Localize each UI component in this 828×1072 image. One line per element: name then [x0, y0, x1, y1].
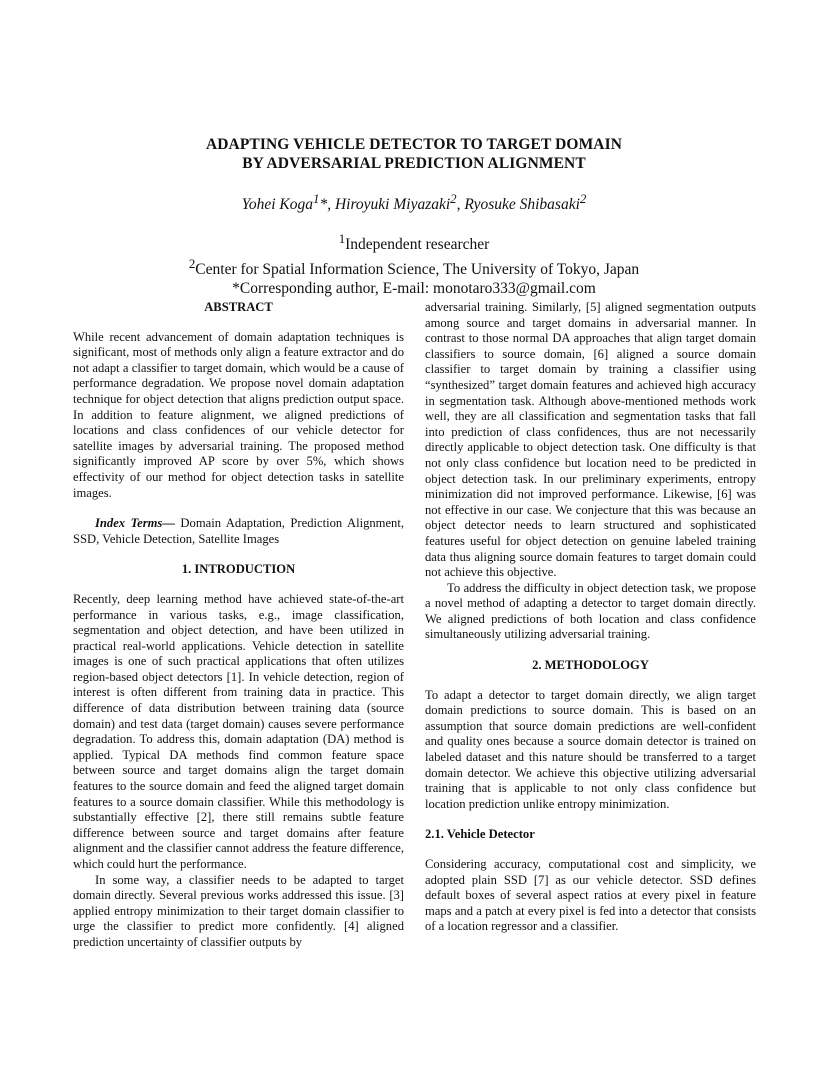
author-1-affiliation-mark: 1 — [313, 191, 320, 206]
index-terms — [73, 516, 404, 547]
title-line-2: BY ADVERSARIAL PREDICTION ALIGNMENT — [242, 155, 586, 172]
affiliation-1-mark: 1 — [338, 231, 346, 246]
affiliations — [0, 229, 828, 298]
introduction-paragraph-2: In some way, a classifier needs to be adapted to target domain directly. Several previous works addressed this issue. [3] applied entropy minimization to their target domain classifier to urge the classifier to predict more confidently. [4] aligned prediction uncertainty of classifier outputs by — [73, 872, 404, 949]
author-list — [0, 191, 828, 214]
author-2: Hiroyuki Miyazaki — [334, 196, 451, 214]
author-2-affiliation-mark: 2 — [450, 191, 457, 206]
vehicle-detector-heading: 2.1. Vehicle Detector — [425, 827, 535, 842]
corresponding-mark: *, — [319, 196, 335, 214]
introduction-paragraph-2-continued: adversarial training. Similarly, [5] aligned segmentation outputs among source and target domains in adversarial manner. In contrast to those normal DA approaches that align target domain classifiers to source domain, [6] aligned a source domain classifier to target domain by training a classifier using “synthesized” target domain features and achieved high accuracy in segmentation task. Although above-mentioned methods work well, they are all classification and segmentation tasks that fall into prediction of class confidences, thus are not necessarily directly applicable to object detection task. One difficulty is that not only class confidence but location need to be predicted in object detection task. In our preliminary experiments, entropy minimization did not improved performance. Likewise, [6] was not effective in our case. We conjecture that this was because an object detector needs to learn structured and sophisticated features useful for object detection on genuine labeled training data thus aligning source domain features to target domain could not achieve this objective. — [425, 300, 756, 580]
index-terms-text: Domain Adaptation, Prediction Alignment, SSD, Vehicle Detection, Satellite Images — [73, 516, 404, 546]
index-terms-label: Index Terms— — [95, 516, 175, 531]
author-3-affiliation-mark: 2 — [579, 191, 587, 206]
left-column — [73, 300, 404, 951]
introduction-heading: 1. INTRODUCTION — [181, 562, 296, 577]
author-separator: , — [456, 196, 465, 214]
title-line-1: ADAPTING VEHICLE DETECTOR TO TARGET DOMAIN — [205, 136, 623, 153]
introduction-paragraph-1: Recently, deep learning method have achieved state-of-the-art performance in various tasks, e.g., image classification, segmentation and object detection, and have been utilized in practical real-world applications. Vehicle detection in satellite images is one of such practical applications that often utilizes region-based object detectors [1]. In vehicle detection, region of interest is often different from training data in practice. This difference of data distribution between training data (source domain) and test data (target domain) causes severe performance degradation. To address this, domain adaptation (DA) method is applied. Typical DA methods find common feature space between source and target domains align the target domain features to the source domain and feed the aligned target domain features to a source domain classifier. While this methodology is substantially effective [2], there still remains subtle feature difference between source and target domains after feature alignment and the classifier cannot address the feature difference, which could hurt the performance. — [73, 591, 404, 871]
corresponding-author: *Corresponding author, E-mail: monotaro333@gmail.com — [232, 280, 596, 298]
author-1: Yohei Koga — [241, 196, 313, 214]
author-3: Ryosuke Shibasaki — [464, 196, 580, 214]
paper-title — [0, 135, 828, 173]
abstract-heading: ABSTRACT — [204, 300, 273, 314]
affiliation-2-text: Center for Spatial Information Science, The University of Tokyo, Japan — [195, 261, 640, 279]
methodology-heading: 2. METHODOLOGY — [532, 658, 649, 673]
affiliation-1 — [0, 229, 828, 254]
methodology-paragraph-1: To adapt a detector to target domain directly, we align target domain predictions to source domain. This is based on an assumption that source domain predictions are well-confident and quality ones because a source domain detector is trained on labeled dataset and this nature should be transferred to a target domain detector. We achieve this objective utilizing adversarial training that is applicable to not only class confidence but location prediction unlike entropy minimization. — [425, 687, 756, 811]
introduction-paragraph-3: To address the difficulty in object detection task, we propose a novel method of adapting a detector to target domain directly. We aligned predictions of both location and class confidence simultaneously utilizing adversarial training. — [425, 580, 756, 642]
right-column — [425, 300, 756, 935]
vehicle-detector-paragraph-1: Considering accuracy, computational cost and simplicity, we adopted plain SSD [7] as our vehicle detector. SSD defines default boxes of several aspect ratios at every pixel in feature maps and a patch at every pixel is fed into a detector that consists of a location regressor and a classifier. — [425, 857, 756, 934]
abstract-text: While recent advancement of domain adaptation techniques is significant, most of methods only align a feature extractor and do not adapt a classifier to target domain, which would be a cause of performance degradation. We propose novel domain adaptation technique for object detection that aligns prediction output space. In addition to feature alignment, we aligned predictions of locations and class confidences of our vehicle detector for satellite images by adversarial training. The proposed method significantly improved AP score by over 5%, which shows effectivity of our method for object detection tasks in satellite images. — [73, 329, 404, 500]
affiliation-2-mark: 2 — [188, 256, 196, 272]
affiliation-1-text: Independent researcher — [345, 236, 490, 254]
affiliation-2 — [0, 254, 828, 279]
